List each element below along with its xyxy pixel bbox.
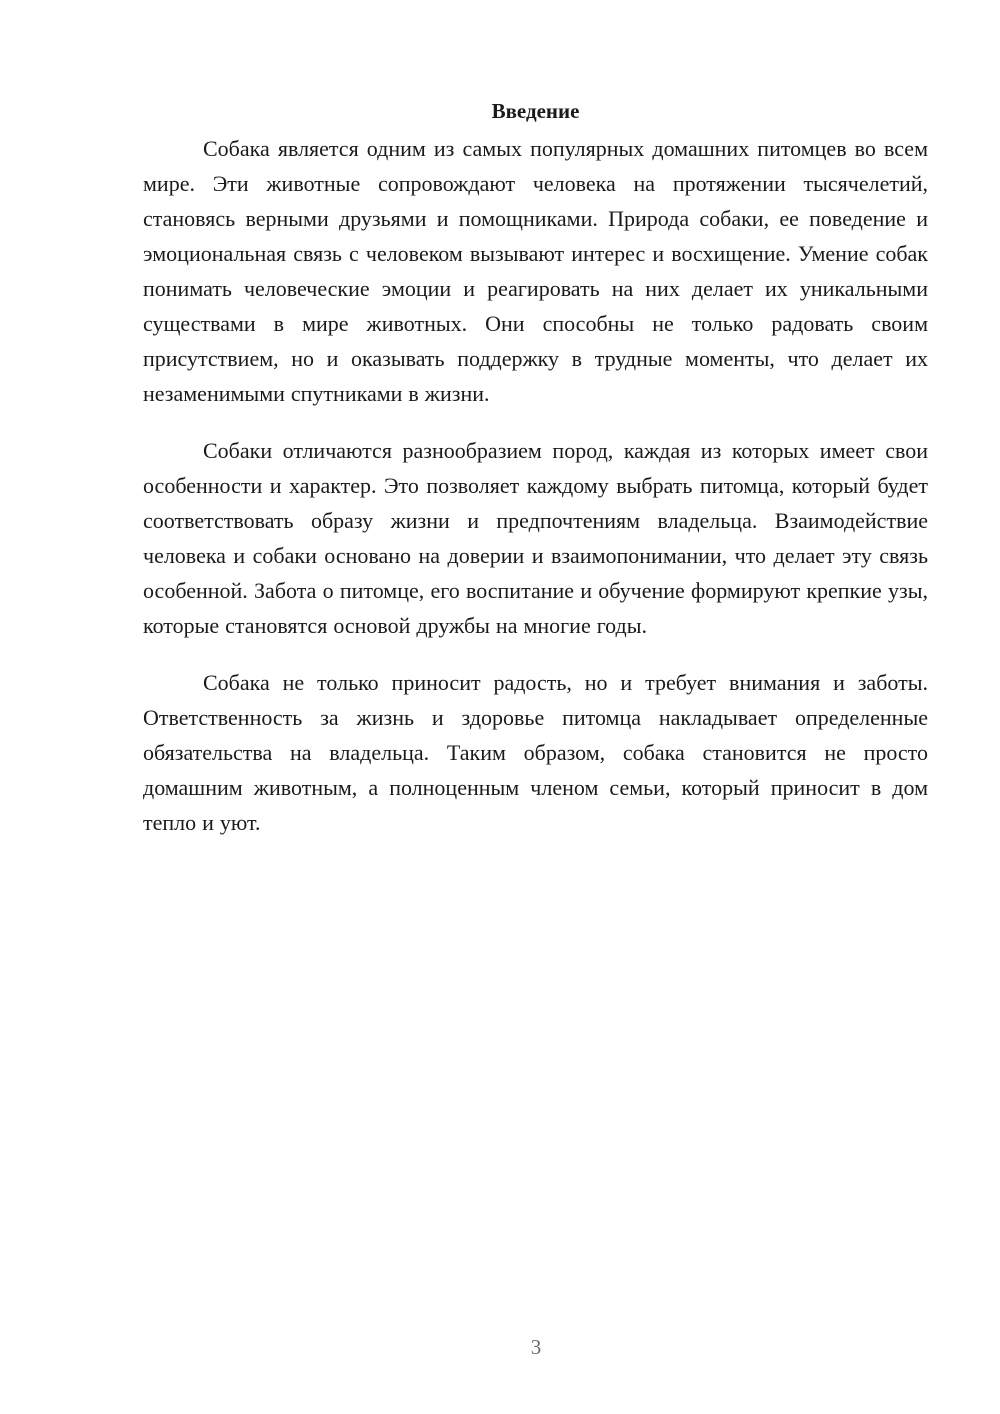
paragraph-2: Собаки отличаются разнообразием пород, каждая из которых имеет свои особенности и характер. Это позволяет каждому выбрать питомца, который будет соответствовать образу жизни и предпочтениям владельца. Взаимодействие человека и собаки основано на доверии и взаимопонимании, что делает эту связь особенной. Забота о питомце, его воспитание и обучение формируют крепкие узы, которые становятся основой дружбы на многие годы.	[143, 438, 928, 638]
page-content	[143, 96, 928, 862]
page-number: 3	[530, 1335, 542, 1359]
paragraph-1: Собака является одним из самых популярных домашних питомцев во всем мире. Эти животные сопровождают человека на протяжении тысячелетий, становясь верными друзьями и помощниками. Природа собаки, ее поведение и эмоциональная связь с человеком вызывают интерес и восхищение. Умение собак понимать человеческие эмоции и реагировать на них делает их уникальными существами в мире животных. Они способны не только радовать своим присутствием, но и оказывать поддержку в трудные моменты, что делает их незаменимыми спутниками в жизни.	[143, 136, 928, 406]
section-title: Введение	[491, 99, 580, 123]
paragraph-3: Собака не только приносит радость, но и требует внимания и заботы. Ответственность за жизнь и здоровье питомца накладывает определенные обязательства на владельца. Таким образом, собака становится не просто домашним животным, а полноценным членом семьи, который приносит в дом тепло и уют.	[143, 670, 928, 835]
